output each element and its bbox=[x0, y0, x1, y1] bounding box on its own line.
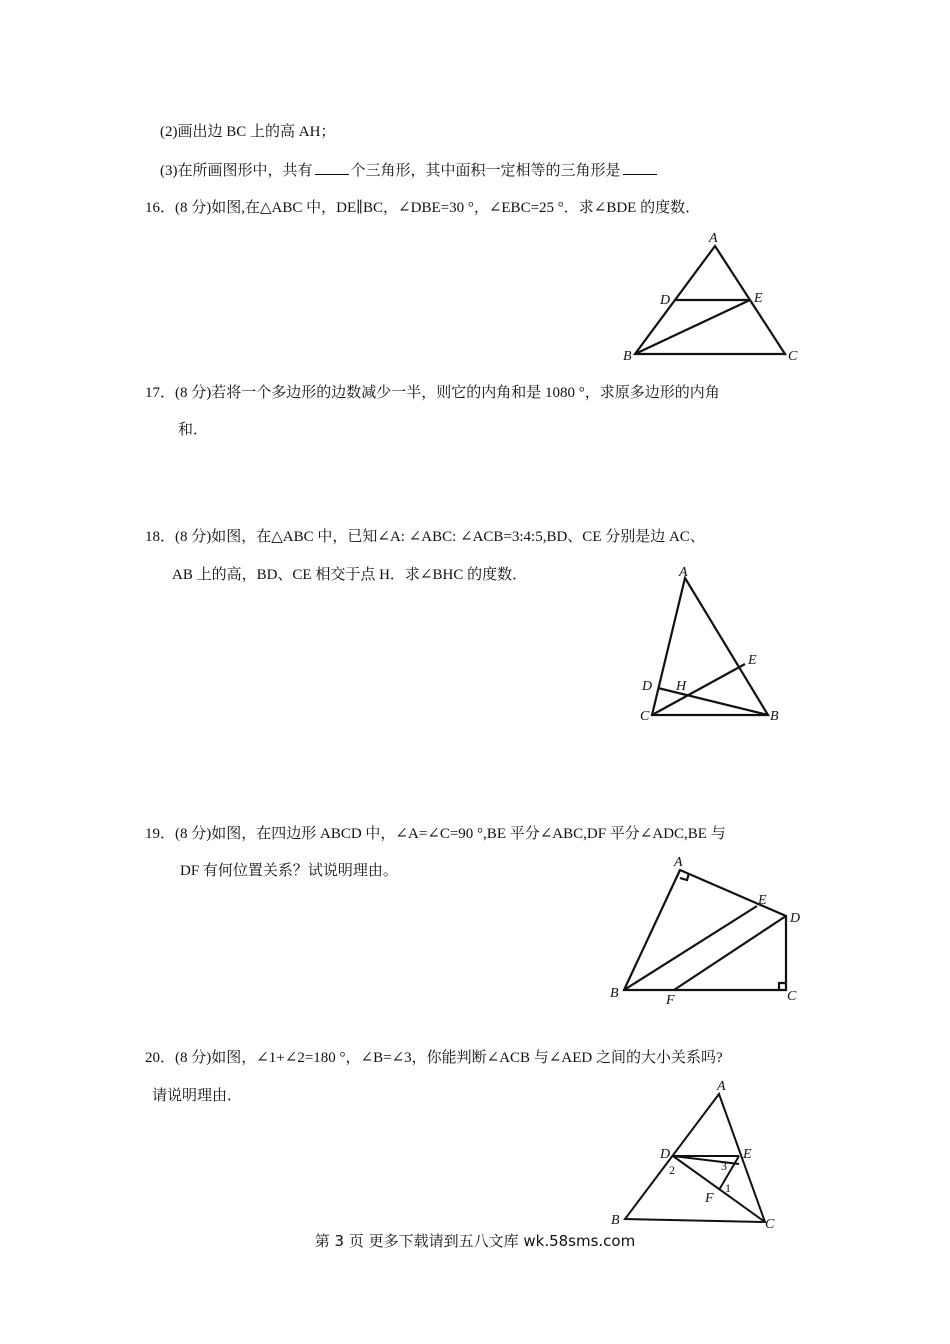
q15-part3-text-b: 个三角形，其中面积一定相等的三角形是 bbox=[350, 163, 621, 179]
q16-text: 16．(8 分)如图,在△ABC 中，DE∥BC，∠DBE=30 °，∠EBC=25 °．求∠BDE 的度数． bbox=[145, 200, 701, 216]
q19-line2: DF 有何位置关系？试说明理由。 bbox=[180, 863, 398, 879]
q19-label-b: B bbox=[610, 986, 619, 1001]
q16-label-e: E bbox=[754, 291, 763, 306]
q20-label-b: B bbox=[611, 1213, 620, 1228]
q18-label-b: B bbox=[770, 709, 779, 724]
q18-line1: 18．(8 分)如图，在△ABC 中，已知∠A: ∠ABC: ∠ACB=3:4:5,BD、CE 分别是边 AC、 bbox=[145, 529, 705, 545]
q20-label-e: E bbox=[743, 1147, 752, 1162]
q20-label-c: C bbox=[765, 1217, 775, 1232]
q16-label-d: D bbox=[660, 293, 671, 308]
q18-label-d: D bbox=[642, 679, 653, 694]
q19-label-c: C bbox=[787, 989, 797, 1004]
q18-label-h: H bbox=[676, 679, 687, 694]
q20-label-2: 2 bbox=[669, 1163, 675, 1177]
q16-label-b: B bbox=[623, 349, 632, 364]
answer-blank-count bbox=[315, 160, 349, 175]
q19-label-e: E bbox=[758, 893, 767, 908]
q17-line2: 和． bbox=[178, 422, 209, 438]
answer-blank-triangles bbox=[623, 160, 657, 175]
q18-figure bbox=[630, 560, 800, 730]
q15-part2: (2)画出边 BC 上的高 AH； bbox=[160, 124, 336, 140]
q19-label-d: D bbox=[790, 911, 801, 926]
q18-label-a: A bbox=[679, 565, 688, 580]
page-footer: 第 3 页 更多下载请到五八文库 wk.58sms.com bbox=[314, 1232, 636, 1250]
q20-line1: 20．(8 分)如图，∠1+∠2=180 °，∠B=∠3，你能判断∠ACB 与∠AED 之间的大小关系吗? bbox=[145, 1050, 723, 1066]
q20-line2: 请说明理由． bbox=[152, 1088, 243, 1104]
q16-label-a: A bbox=[709, 231, 718, 246]
q18-label-e: E bbox=[748, 653, 757, 668]
q20-label-3: 3 bbox=[721, 1159, 727, 1173]
q19-label-a: A bbox=[674, 855, 683, 870]
q16-figure bbox=[615, 228, 815, 368]
q17-line1: 17．(8 分)若将一个多边形的边数减少一半，则它的内角和是 1080 °，求原多边形的内角 bbox=[145, 385, 720, 401]
q19-figure bbox=[600, 850, 810, 1010]
q15-part3-text-a: (3)在所画图形中，共有 bbox=[160, 163, 313, 179]
q19-line1: 19．(8 分)如图，在四边形 ABCD 中，∠A=∠C=90 °,BE 平分∠ABC,DF 平分∠ADC,BE 与 bbox=[145, 826, 726, 842]
q16-label-c: C bbox=[788, 349, 798, 364]
q20-label-1: 1 bbox=[725, 1181, 731, 1195]
q20-label-a: A bbox=[717, 1079, 726, 1094]
q18-label-c: C bbox=[640, 709, 650, 724]
q19-label-f: F bbox=[666, 993, 675, 1008]
q15-part3 bbox=[160, 160, 659, 181]
q18-line2: AB 上的高，BD、CE 相交于点 H．求∠BHC 的度数． bbox=[172, 567, 528, 583]
q20-label-f: F bbox=[705, 1191, 714, 1206]
q20-label-d: D bbox=[660, 1147, 671, 1162]
q20-figure bbox=[605, 1080, 795, 1230]
